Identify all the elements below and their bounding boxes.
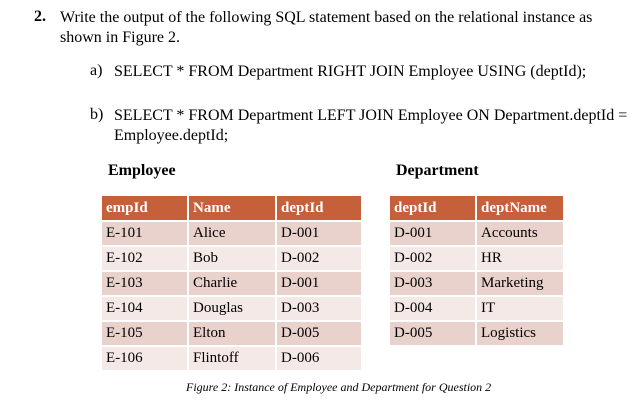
- question-line-2: shown in Figure 2.: [60, 29, 180, 46]
- table-row: [102, 321, 362, 346]
- table-row: [102, 296, 362, 321]
- table-row: [390, 246, 564, 271]
- department-cell: D-002: [390, 246, 476, 271]
- employee-cell: Elton: [188, 321, 276, 346]
- department-cell: Marketing: [476, 271, 564, 296]
- table-row: [102, 246, 362, 271]
- employee-header-row: [102, 196, 362, 221]
- table-row: [390, 321, 564, 346]
- question-line-1: Write the output of the following SQL statement based on the relational instance as: [60, 9, 593, 26]
- employee-cell: E-103: [102, 271, 188, 296]
- employee-cell: D-002: [276, 246, 362, 271]
- employee-cell: E-101: [102, 221, 188, 246]
- employee-cell: E-102: [102, 246, 188, 271]
- employee-header-deptid: deptId: [276, 196, 362, 221]
- employee-cell: Flintoff: [188, 346, 276, 371]
- table-row: [102, 221, 362, 246]
- question-text: [60, 8, 620, 48]
- department-cell: D-003: [390, 271, 476, 296]
- employee-cell: Alice: [188, 221, 276, 246]
- department-header-deptid: deptId: [390, 196, 476, 221]
- item-a-text: SELECT * FROM Department RIGHT JOIN Employee USING (deptId);: [114, 63, 587, 80]
- employee-cell: D-005: [276, 321, 362, 346]
- employee-cell: D-003: [276, 296, 362, 321]
- department-header-row: [390, 196, 564, 221]
- employee-cell: D-001: [276, 271, 362, 296]
- employee-cell: E-104: [102, 296, 188, 321]
- employee-table: [102, 196, 363, 372]
- employee-header-name: Name: [188, 196, 276, 221]
- table-row: [390, 271, 564, 296]
- employee-table-title: Employee: [108, 162, 176, 179]
- department-table: [390, 196, 565, 347]
- employee-cell: Douglas: [188, 296, 276, 321]
- item-a-label: a): [90, 62, 103, 79]
- table-row: [390, 221, 564, 246]
- figure-caption: Figure 2: Instance of Employee and Department for Question 2: [186, 380, 492, 394]
- item-b-text: [114, 106, 634, 146]
- department-cell: Logistics: [476, 321, 564, 346]
- department-cell: D-001: [390, 221, 476, 246]
- department-cell: D-004: [390, 296, 476, 321]
- employee-cell: D-006: [276, 346, 362, 371]
- department-cell: D-005: [390, 321, 476, 346]
- item-b-line-2: Employee.deptId;: [114, 127, 229, 144]
- employee-cell: E-105: [102, 321, 188, 346]
- department-cell: Accounts: [476, 221, 564, 246]
- table-row: [102, 271, 362, 296]
- question-number: 2.: [34, 8, 46, 25]
- employee-header-empid: empId: [102, 196, 188, 221]
- department-cell: HR: [476, 246, 564, 271]
- employee-cell: Charlie: [188, 271, 276, 296]
- employee-cell: E-106: [102, 346, 188, 371]
- department-cell: IT: [476, 296, 564, 321]
- item-b-label: b): [90, 106, 104, 123]
- item-b-line-1: SELECT * FROM Department LEFT JOIN Employee ON Department.deptId =: [114, 107, 628, 124]
- table-row: [390, 296, 564, 321]
- employee-cell: D-001: [276, 221, 362, 246]
- table-row: [102, 346, 362, 371]
- department-header-deptname: deptName: [476, 196, 564, 221]
- employee-cell: Bob: [188, 246, 276, 271]
- department-table-title: Department: [396, 162, 479, 179]
